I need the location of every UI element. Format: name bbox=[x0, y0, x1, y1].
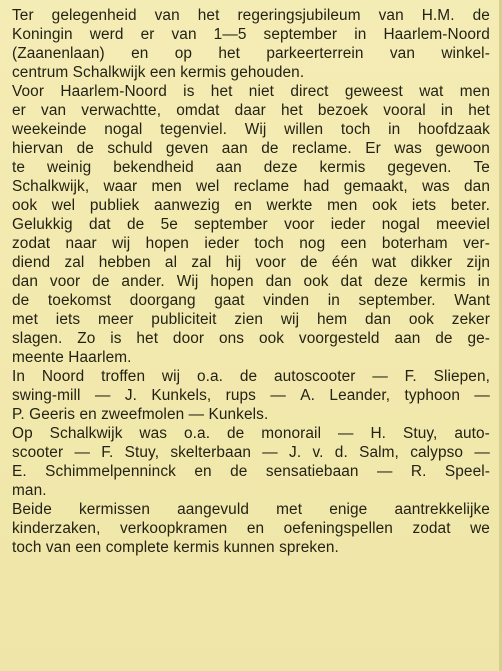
text-line: P. Geeris en zweefmolen — Kunkels. bbox=[12, 406, 269, 423]
word: zal bbox=[64, 254, 85, 271]
word: o.a. bbox=[184, 425, 211, 442]
word: gaat bbox=[214, 292, 245, 309]
word: en bbox=[234, 197, 252, 214]
paragraph-4 bbox=[12, 424, 490, 500]
word: het bbox=[468, 102, 490, 119]
word: zodat bbox=[412, 520, 451, 537]
word: troffen bbox=[101, 368, 146, 385]
word: men bbox=[459, 83, 490, 100]
word: weekeinde bbox=[12, 121, 87, 138]
word: Op bbox=[12, 425, 33, 442]
word: voorgesteld bbox=[298, 330, 380, 347]
word: publiek bbox=[89, 197, 140, 214]
word: Speel- bbox=[444, 463, 490, 480]
word: in bbox=[440, 102, 454, 119]
word: skelterbaan bbox=[170, 444, 252, 461]
word: ieder bbox=[204, 235, 240, 252]
word: de bbox=[230, 463, 248, 480]
word: E. bbox=[12, 463, 27, 480]
word: Zo bbox=[77, 330, 96, 347]
word: vooral bbox=[383, 102, 426, 119]
word: ook bbox=[372, 197, 398, 214]
word: dikker bbox=[410, 254, 453, 271]
text-line bbox=[12, 215, 490, 234]
word: het bbox=[218, 45, 241, 62]
word: men bbox=[151, 178, 182, 195]
word: voor bbox=[255, 254, 286, 271]
word: o.a. bbox=[196, 368, 224, 385]
text-line: meente Haarlem. bbox=[12, 349, 132, 366]
word: de bbox=[472, 7, 490, 24]
word: J. bbox=[289, 444, 302, 461]
word: aanwezig bbox=[154, 197, 220, 214]
word: diend bbox=[12, 254, 51, 271]
text-line: man. bbox=[12, 482, 47, 499]
word: en bbox=[194, 463, 212, 480]
word: ook bbox=[12, 197, 38, 214]
word: oefeningspellen bbox=[283, 520, 393, 537]
word: wij bbox=[112, 235, 131, 252]
word: hiervan bbox=[12, 140, 64, 157]
word: bekendheid bbox=[113, 159, 194, 176]
word: en bbox=[246, 520, 265, 537]
word: — bbox=[74, 444, 90, 461]
word: scooter bbox=[12, 444, 64, 461]
word: willen bbox=[284, 121, 324, 138]
word: werkte bbox=[266, 197, 313, 214]
word: Koningin bbox=[12, 26, 73, 43]
word: we bbox=[470, 520, 490, 537]
word: zijn bbox=[466, 254, 490, 271]
word: hoofdzaak bbox=[418, 121, 490, 138]
word: aan bbox=[215, 159, 242, 176]
word: voor bbox=[49, 273, 81, 290]
word: dat bbox=[340, 273, 363, 290]
word: wel bbox=[196, 178, 220, 195]
word: hopen bbox=[210, 273, 254, 290]
word: wat bbox=[419, 83, 444, 100]
word: verkoopkramen bbox=[119, 520, 228, 537]
word: zeker bbox=[451, 311, 490, 328]
word: — bbox=[94, 387, 111, 404]
word: — bbox=[262, 444, 278, 461]
word: aangevuld bbox=[177, 501, 250, 518]
word: In bbox=[12, 368, 26, 385]
word: ieder bbox=[330, 216, 366, 233]
word: niet bbox=[248, 83, 275, 100]
word: J. bbox=[124, 387, 138, 404]
text-line bbox=[12, 6, 490, 25]
paragraph-2 bbox=[12, 82, 490, 367]
word: doorgang bbox=[129, 292, 196, 309]
word: in bbox=[327, 292, 340, 309]
word: het bbox=[210, 83, 233, 100]
word: rups bbox=[225, 387, 256, 404]
word: Want bbox=[454, 292, 490, 309]
word: omdat bbox=[176, 102, 220, 119]
word: op bbox=[174, 45, 193, 62]
word: bezoek bbox=[317, 102, 369, 119]
text-line bbox=[12, 82, 490, 101]
word: de bbox=[126, 216, 145, 233]
word: de bbox=[300, 254, 318, 271]
word: zal bbox=[191, 254, 212, 271]
word: in bbox=[388, 121, 401, 138]
word: en bbox=[131, 45, 149, 62]
word: dat bbox=[88, 216, 111, 233]
word: ook bbox=[258, 330, 285, 347]
word: Gelukkig bbox=[12, 216, 73, 233]
text-line bbox=[12, 177, 490, 196]
word: aantrekkelijke bbox=[394, 501, 490, 518]
word: werd bbox=[89, 26, 124, 43]
word: naar bbox=[65, 235, 97, 252]
word: winkel- bbox=[441, 45, 490, 62]
word: gegeven. bbox=[387, 159, 452, 176]
word: weinig bbox=[47, 159, 92, 176]
word: Wij bbox=[176, 273, 199, 290]
word: aan bbox=[394, 330, 421, 347]
word: te bbox=[12, 159, 26, 176]
word: d. bbox=[334, 444, 348, 461]
word: F. bbox=[404, 368, 417, 385]
word: vinden bbox=[263, 292, 310, 309]
word: september bbox=[263, 26, 338, 43]
word: was bbox=[422, 178, 450, 195]
word: deze bbox=[263, 159, 298, 176]
word: beter. bbox=[450, 197, 490, 214]
word: van bbox=[154, 7, 180, 24]
word: ver- bbox=[463, 235, 490, 252]
text-line bbox=[12, 196, 490, 215]
word: Haarlem-Noord bbox=[383, 26, 490, 43]
word: er bbox=[140, 26, 155, 43]
word: reclame bbox=[233, 178, 290, 195]
text-line bbox=[12, 139, 490, 158]
word: 5e bbox=[160, 216, 178, 233]
word: de bbox=[435, 330, 453, 347]
word: kermis bbox=[419, 273, 466, 290]
word: Schalkwijk bbox=[49, 425, 123, 442]
word: direct bbox=[290, 83, 329, 100]
text-line bbox=[12, 234, 490, 253]
word: toch bbox=[340, 121, 371, 138]
word: september. bbox=[358, 292, 436, 309]
word: Schalkwijk, bbox=[12, 178, 90, 195]
word: waar bbox=[103, 178, 138, 195]
text-line bbox=[12, 158, 490, 177]
paragraph-3 bbox=[12, 367, 490, 424]
word: de bbox=[261, 140, 279, 157]
word: ge- bbox=[467, 330, 490, 347]
text-line bbox=[12, 462, 490, 481]
word: in bbox=[354, 26, 367, 43]
word: van bbox=[378, 7, 404, 24]
word: september bbox=[194, 216, 268, 233]
word: swing-mill bbox=[12, 387, 81, 404]
text-line bbox=[12, 272, 490, 291]
word: dan bbox=[365, 311, 391, 328]
text-line bbox=[12, 44, 490, 63]
word: was bbox=[139, 425, 168, 442]
word: toekomst bbox=[47, 292, 112, 309]
word: was bbox=[394, 140, 422, 157]
word: van bbox=[389, 45, 416, 62]
word: de bbox=[76, 140, 94, 157]
word: dan bbox=[12, 273, 38, 290]
word: slagen. bbox=[12, 330, 63, 347]
word: gemaakt, bbox=[343, 178, 408, 195]
word: er bbox=[12, 102, 26, 119]
word: geweest bbox=[344, 83, 403, 100]
word: Leander, bbox=[329, 387, 391, 404]
word: van bbox=[171, 26, 197, 43]
text-line bbox=[12, 367, 490, 386]
word: reclame. bbox=[291, 140, 352, 157]
word: Stuy, bbox=[402, 425, 438, 442]
word: Wij bbox=[244, 121, 267, 138]
word: men bbox=[327, 197, 358, 214]
word: hem bbox=[316, 311, 348, 328]
word: had bbox=[303, 178, 330, 195]
word: hopen bbox=[145, 235, 189, 252]
article-body bbox=[12, 6, 490, 557]
word: geven bbox=[165, 140, 209, 157]
word: Schimmelpenninck bbox=[45, 463, 176, 480]
word: gelegenheid bbox=[51, 7, 137, 24]
word: kermis bbox=[319, 159, 366, 176]
word: schuld bbox=[107, 140, 153, 157]
word: autoscooter bbox=[273, 368, 356, 385]
word: ons bbox=[218, 330, 245, 347]
word: — bbox=[376, 463, 393, 480]
text-line bbox=[12, 424, 490, 443]
word: A. bbox=[300, 387, 316, 404]
word: boterham bbox=[381, 235, 448, 252]
word: wij bbox=[161, 368, 181, 385]
word: kermissen bbox=[78, 501, 150, 518]
word: Beide bbox=[12, 501, 52, 518]
word: publiciteit bbox=[151, 311, 217, 328]
word: R. bbox=[410, 463, 427, 480]
word: — bbox=[372, 368, 388, 385]
word: Haarlem-Noord bbox=[60, 83, 167, 100]
text-line bbox=[12, 253, 490, 272]
word: al bbox=[164, 254, 178, 271]
word: van bbox=[41, 102, 67, 119]
word: de bbox=[227, 425, 245, 442]
word: hebben bbox=[98, 254, 151, 271]
word: het bbox=[281, 102, 303, 119]
word: verwachtte, bbox=[81, 102, 162, 119]
word: wel bbox=[51, 197, 76, 214]
word: H.M. bbox=[421, 7, 455, 24]
word: is bbox=[110, 330, 122, 347]
word: een bbox=[340, 235, 367, 252]
word: ander. bbox=[121, 273, 165, 290]
word: — bbox=[474, 387, 490, 404]
word: Noord bbox=[41, 368, 85, 385]
word: ook bbox=[408, 311, 434, 328]
paragraph-5 bbox=[12, 500, 490, 557]
text-line bbox=[12, 500, 490, 519]
word: is bbox=[183, 83, 195, 100]
text-line bbox=[12, 310, 490, 329]
word: tegenviel. bbox=[160, 121, 227, 138]
word: meeviel bbox=[436, 216, 490, 233]
word: hij bbox=[225, 254, 242, 271]
word: monorail bbox=[261, 425, 322, 442]
word: — bbox=[474, 444, 490, 461]
paragraph-1 bbox=[12, 6, 490, 82]
word: regeringsjubileum bbox=[237, 7, 361, 24]
word: — bbox=[270, 387, 286, 404]
word: één bbox=[331, 254, 358, 271]
word: Ter bbox=[12, 7, 34, 24]
word: door bbox=[172, 330, 205, 347]
word: de bbox=[239, 368, 258, 385]
text-line bbox=[12, 329, 490, 348]
word: dan bbox=[265, 273, 292, 290]
word: wij bbox=[280, 311, 300, 328]
word: de bbox=[92, 273, 110, 290]
word: Stuy, bbox=[124, 444, 160, 461]
word: H. bbox=[370, 425, 387, 442]
text-line bbox=[12, 101, 490, 120]
word: iets bbox=[411, 197, 437, 214]
word: de bbox=[12, 292, 30, 309]
word: toch bbox=[254, 235, 284, 252]
word: het bbox=[197, 7, 220, 24]
word: zodat bbox=[12, 235, 51, 252]
word: wat bbox=[372, 254, 397, 271]
word: in bbox=[477, 273, 490, 290]
word: voor bbox=[284, 216, 315, 233]
word: deze bbox=[374, 273, 408, 290]
word: het bbox=[136, 330, 159, 347]
text-line bbox=[12, 291, 490, 310]
word: Kunkels, bbox=[151, 387, 212, 404]
text-line: centrum Schalkwijk een kermis gehouden. bbox=[12, 64, 305, 81]
word: sensatiebaan bbox=[265, 463, 359, 480]
word: nogal bbox=[381, 216, 420, 233]
word: Er bbox=[365, 140, 381, 157]
word: meer bbox=[97, 311, 134, 328]
text-line bbox=[12, 25, 490, 44]
word: dan bbox=[464, 178, 490, 195]
word: nog bbox=[299, 235, 326, 252]
word: typhoon bbox=[404, 387, 460, 404]
word: parkeerterrein bbox=[266, 45, 364, 62]
text-line bbox=[12, 519, 490, 538]
word: — bbox=[338, 425, 354, 442]
word: met bbox=[276, 501, 303, 518]
word: kinderzaken, bbox=[12, 520, 101, 537]
word: F. bbox=[101, 444, 114, 461]
text-line bbox=[12, 386, 490, 405]
word: auto- bbox=[454, 425, 490, 442]
word: Te bbox=[473, 159, 490, 176]
word: Sliepen, bbox=[433, 368, 490, 385]
word: Voor bbox=[12, 83, 45, 100]
word: iets bbox=[55, 311, 81, 328]
word: gewoon bbox=[435, 140, 490, 157]
word: nogal bbox=[104, 121, 143, 138]
word: v. bbox=[312, 444, 324, 461]
word: met bbox=[12, 311, 38, 328]
word: (Zaanenlaan) bbox=[12, 45, 105, 62]
text-line bbox=[12, 443, 490, 462]
word: daar bbox=[234, 102, 266, 119]
text-line bbox=[12, 120, 490, 139]
word: Salm, bbox=[359, 444, 399, 461]
word: calypso bbox=[410, 444, 464, 461]
word: 1—5 bbox=[213, 26, 247, 43]
word: zien bbox=[234, 311, 264, 328]
text-line: toch van een complete kermis kunnen spreken. bbox=[12, 539, 339, 556]
word: aan bbox=[221, 140, 248, 157]
word: ook bbox=[303, 273, 329, 290]
word: enige bbox=[329, 501, 368, 518]
